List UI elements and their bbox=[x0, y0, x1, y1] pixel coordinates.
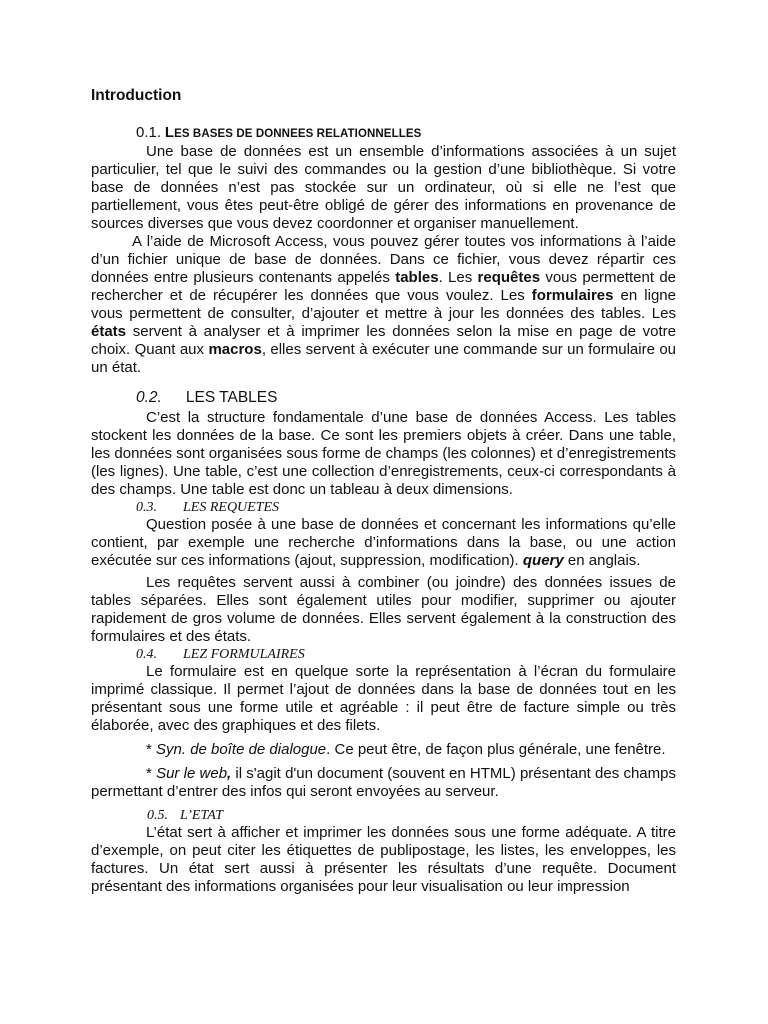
term-formulaires: formulaires bbox=[531, 287, 614, 304]
term-tables: tables bbox=[395, 269, 439, 286]
paragraph: L’état sert à afficher et imprimer les données sous une forme adéquate. A titre d’exemple, on peut citer les étiquettes de publipostage, les listes, les enveloppes, les factures. Un état sert aussi à présenter les résultats d’une requête. Document présentant des informations organisées pour leur visualisation ou leur impression bbox=[91, 824, 676, 895]
section-number: 0.2. bbox=[136, 389, 162, 406]
term-requetes: requêtes bbox=[477, 269, 541, 286]
bullet-item: * Sur le web, il s'agit d'un document (souvent en HTML) présentant des champs permettant d’entrer des infos qui seront envoyées au serveur. bbox=[91, 765, 676, 800]
bullet-item: * Syn. de boîte de dialogue. Ce peut être, de façon plus générale, une fenêtre. bbox=[146, 741, 666, 758]
paragraph: Les requêtes servent aussi à combiner (ou joindre) des données issues de tables séparées. Elles sont également utiles pour modifier, supprimer ou ajouter rapidement de gros volume de données. Elles servent également à la construction des formulaires et des états. bbox=[91, 574, 676, 645]
paragraph: C’est la structure fondamentale d’une base de données Access. Les tables stockent les données de la base. Ce sont les premiers objets à créer. Dans une table, les données sont organisées sous forme de champs (les colonnes) et d’enregistrements (les lignes). Une table, c’est une collection d’enregistrements, ceux-ci correspondants à des champs. Une table est donc un tableau à deux dimensions. bbox=[91, 409, 676, 498]
paragraph: Le formulaire est en quelque sorte la représentation à l’écran du formulaire imprimé classique. Il permet l’ajout de données dans la base de données tout en les présentant sous une forme utile et agréable : il peut être de facture simple ou très élaborée, avec des graphiques et des filets. bbox=[91, 663, 676, 734]
term-macros: macros bbox=[208, 341, 262, 358]
section-number: 0.5. bbox=[147, 808, 168, 823]
heading-text: ES BASES DE DONNEES RELATIONNELLES bbox=[174, 128, 422, 140]
term-query: query bbox=[522, 552, 564, 569]
paragraph: A l’aide de Microsoft Access, vous pouvez gérer toutes vos informations à l’aide d’un fichier unique de base de données. Dans ce fichier, vous devez répartir ces données entre plusieurs contenants appelés tables. Les requêtes vous permettent de rechercher et de récupérer les données que vous voulez. Les formulaires en ligne vous permettent de consulter, d’ajouter et mettre à jour les données des tables. Les états servent à analyser et à imprimer les données selon la mise en page de votre choix. Quant aux macros, elles servent à exécuter une commande sur un formulaire ou un état. bbox=[91, 233, 677, 376]
section-number: 0.4. bbox=[136, 647, 157, 662]
term-etats: états bbox=[91, 323, 127, 340]
heading-text: L’ETAT bbox=[180, 808, 224, 823]
paragraph: Une base de données est un ensemble d’informations associées à un sujet particulier, tel que le suivi des commandes ou la gestion d’une bibliothèque. Si votre base de données n’est pas stockée sur un ordinateur, où si elle ne l’est que partiellement, vous êtes peut-être obligé de gérer des informations en provenance de sources diverses que vous devez coordonner et organiser manuellement. bbox=[91, 143, 676, 232]
heading-text: LEZ FORMULAIRES bbox=[183, 647, 305, 662]
heading-text: LES TABLES bbox=[185, 389, 278, 406]
document-body bbox=[91, 87, 676, 896]
section-heading-0-3 bbox=[91, 499, 676, 516]
section-heading-0-2 bbox=[91, 389, 676, 407]
section-heading-0-5 bbox=[91, 807, 676, 824]
emphasis: Syn. de boîte de dialogue bbox=[156, 741, 327, 758]
heading-initial: L bbox=[164, 124, 175, 141]
section-number: 0.1. bbox=[136, 124, 162, 141]
page-title: Introduction bbox=[91, 87, 182, 104]
heading-text: LES REQUETES bbox=[183, 500, 280, 515]
section-heading-0-1 bbox=[91, 123, 676, 143]
section-heading-0-4 bbox=[91, 646, 676, 663]
section-number: 0.3. bbox=[136, 500, 157, 515]
paragraph: Question posée à une base de données et concernant les informations qu’elle contient, par exemple une recherche d’informations dans la base, ou une action exécutée sur ces informations (ajout, suppression, modification). query en anglais. bbox=[91, 516, 676, 569]
emphasis: Sur le web bbox=[156, 765, 228, 782]
